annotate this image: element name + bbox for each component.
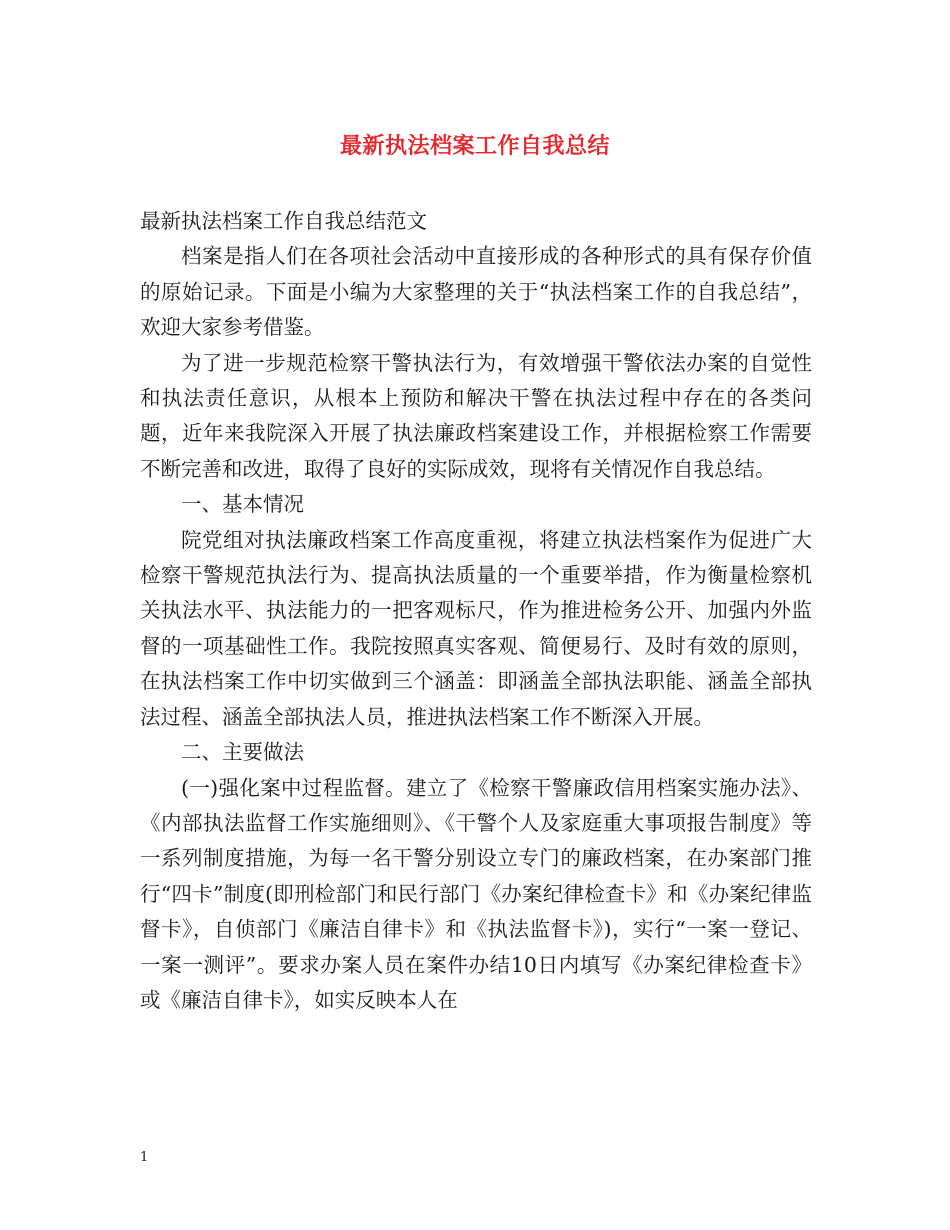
document-title: 最新执法档案工作自我总结 [339, 134, 610, 159]
section-heading-basic-situation: 一、基本情况 [181, 492, 304, 517]
paragraph-basic-situation: 院党组对执法廉政档案工作高度重视，将建立执法档案作为促进广大检察干警规范执法行为、提高执法质量的一个重要举措，作为衡量检察机关执法水平、执法能力的一把客观标尺，作为推进检务公开、加强内外监督的一项基础性工作。我院按照真实客观、简便易行、及时有效的原则，在执法档案工作中切实做到三个涵盖：即涵盖全部执法职能、涵盖全部执法过程、涵盖全部执法人员，推进执法档案工作不断深入开展。 [140, 527, 812, 729]
page-number: 1 [140, 1150, 149, 1165]
document-body [140, 204, 812, 1018]
paragraph-process-supervision: (一)强化案中过程监督。建立了《检察干警廉政信用档案实施办法》、《内部执法监督工作实施细则》、《干警个人及家庭重大事项报告制度》等一系列制度措施，为每一名干警分别设立专门的廉政档案，在办案部门推行“四卡”制度(即刑检部门和民行部门《办案纪律检查卡》和《办案纪律监督卡》，自侦部门《廉洁自律卡》和《执法监督卡》)，实行“一案一登记、一案一测评”。要求办案人员在案件办结10日内填写《办案纪律检查卡》或《廉洁自律卡》，如实反映本人在 [140, 775, 812, 1012]
paragraph-intro: 档案是指人们在各项社会活动中直接形成的各种形式的具有保存价值的原始记录。下面是小编为大家整理的关于“执法档案工作的自我总结”，欢迎大家参考借鉴。 [140, 244, 812, 340]
paragraph-purpose: 为了进一步规范检察干警执法行为，有效增强干警依法办案的自觉性和执法责任意识，从根本上预防和解决干警在执法过程中存在的各类问题，近年来我院深入开展了执法廉政档案建设工作，并根据检察工作需要不断完善和改进，取得了良好的实际成效，现将有关情况作自我总结。 [140, 350, 812, 481]
document-subtitle: 最新执法档案工作自我总结范文 [140, 209, 427, 233]
section-heading-main-practices: 二、主要做法 [181, 740, 304, 765]
